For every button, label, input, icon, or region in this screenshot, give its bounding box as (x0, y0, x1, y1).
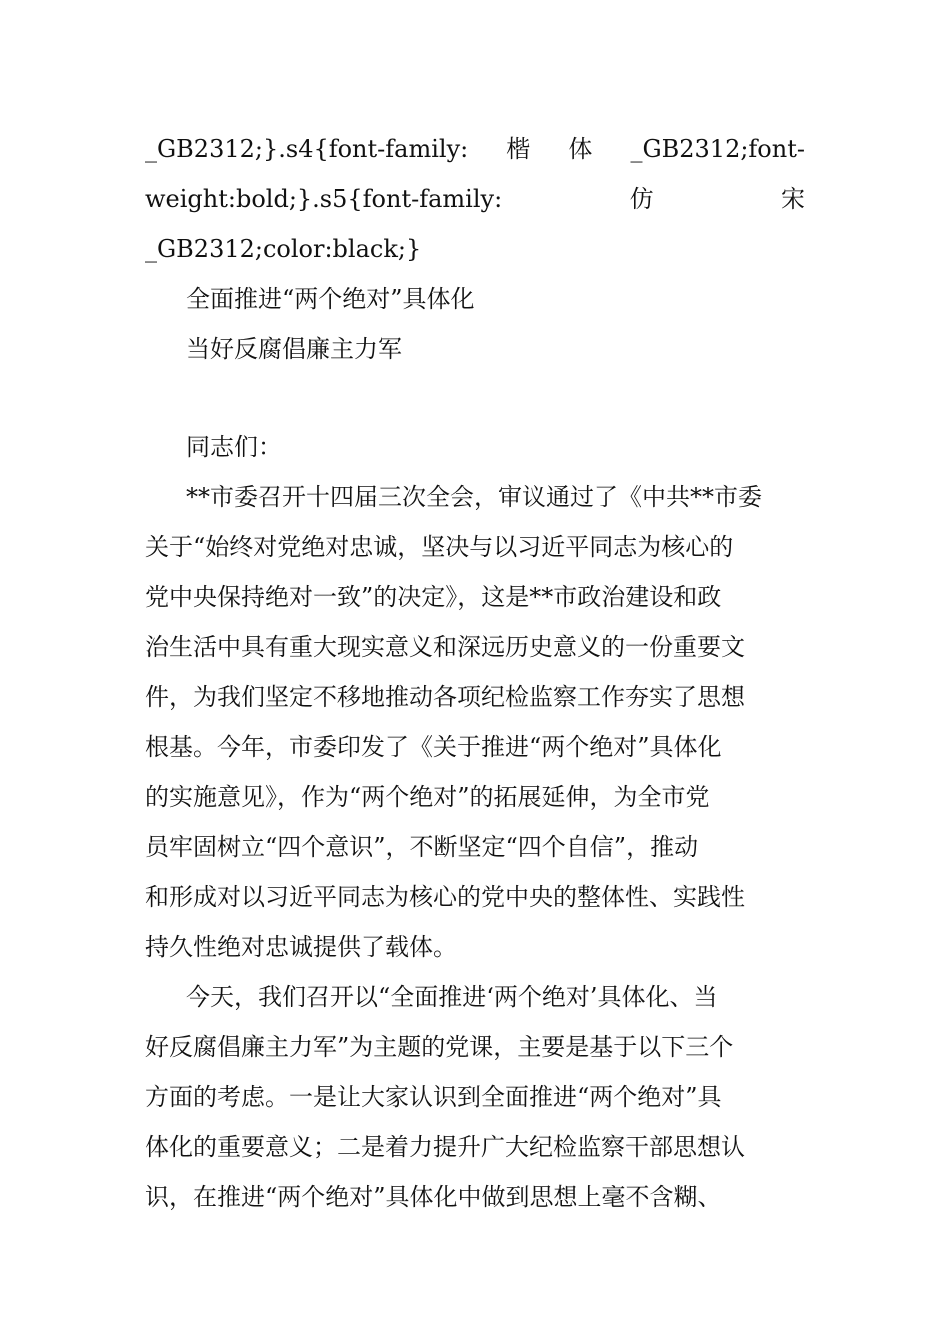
css-fragment-text: weight:bold;}.s5{font-family: (145, 185, 503, 213)
document-page (145, 124, 805, 1222)
css-fragment-text: 宋 (781, 185, 805, 213)
paragraph-line: 件，为我们坚定不移地推动各项纪检监察工作夯实了思想 (145, 683, 745, 711)
css-fragment-line-2 (145, 174, 805, 224)
title-line-2: 当好反腐倡廉主力军 (186, 335, 402, 363)
paragraph-line: 的实施意见》，作为“两个绝对”的拓展延伸，为全市党 (145, 783, 710, 811)
css-fragment-text: _GB2312;font- (630, 135, 805, 163)
paragraph-line: 好反腐倡廉主力军”为主题的党课，主要是基于以下三个 (145, 1033, 734, 1061)
paragraph-line: 方面的考虑。一是让大家认识到全面推进“两个绝对”具 (145, 1083, 722, 1111)
css-fragment-line-3: _GB2312;color:black;} (145, 235, 422, 263)
paragraph-line: 根基。今年，市委印发了《关于推进“两个绝对”具体化 (145, 733, 722, 761)
paragraph-line: 今天，我们召开以“全面推进‘两个绝对’具体化、当 (186, 983, 718, 1011)
paragraph-line: 治生活中具有重大现实意义和深远历史意义的一份重要文 (145, 633, 745, 661)
css-fragment-text: _GB2312;}.s4{font-family: (145, 135, 469, 163)
paragraph-line: 关于“始终对党绝对忠诚，坚决与以习近平同志为核心的 (145, 533, 734, 561)
blank-spacer (145, 374, 805, 422)
title-line-1: 全面推进“两个绝对”具体化 (186, 285, 475, 313)
paragraph-line: 员牢固树立“四个意识”，不断坚定“四个自信”，推动 (145, 833, 699, 861)
greeting: 同志们： (186, 433, 282, 461)
paragraph-line: 持久性绝对忠诚提供了载体。 (145, 933, 457, 961)
css-fragment-text: 楷 (506, 135, 531, 163)
paragraph-line: **市委召开十四届三次全会，审议通过了《中共**市委 (186, 483, 762, 511)
paragraph-2 (145, 972, 805, 1222)
paragraph-1 (145, 472, 805, 972)
css-fragment-text: 仿 (629, 185, 654, 213)
paragraph-line: 体化的重要意义；二是着力提升广大纪检监察干部思想认 (145, 1133, 745, 1161)
paragraph-line: 识，在推进“两个绝对”具体化中做到思想上毫不含糊、 (145, 1183, 722, 1211)
paragraph-line: 党中央保持绝对一致”的决定》，这是**市政治建设和政 (145, 583, 722, 611)
css-fragment-text: 体 (568, 135, 593, 163)
paragraph-line: 和形成对以习近平同志为核心的党中央的整体性、实践性 (145, 883, 745, 911)
css-fragment-line-1 (145, 124, 805, 174)
